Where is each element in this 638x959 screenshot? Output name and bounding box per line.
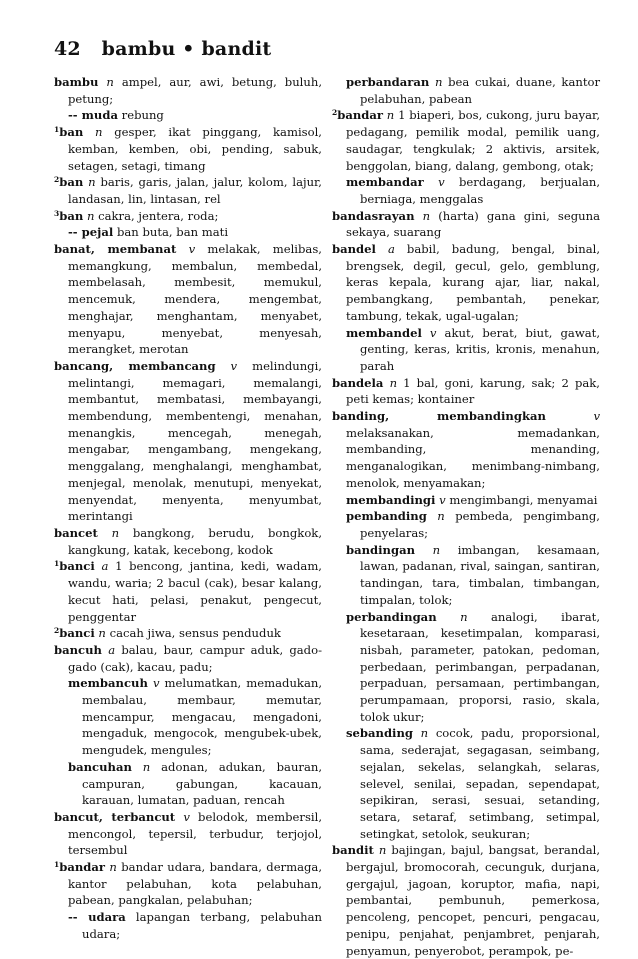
headword: bancuh — [54, 642, 102, 657]
definition: melaksanakan, memadankan, membanding, menanding, menganalogikan, menimbang-nimbang, menolok, menyamakan; — [346, 425, 600, 490]
page-title: bambu • bandit — [101, 38, 272, 60]
definition: cocok, padu, proporsional, sama, sederajat, segagasan, seimbang, sejalan, sekelas, selangkah, selaras, selevel, senilai, sepadan, sependapat, sepikiran, serasi, sesuai, setanding, setara, setaraf, setimbang, setimpal, setingkat, setolok, seukuran; — [360, 726, 601, 841]
definition: bandar udara, bandara, dermaga, kantor pelabuhan, kota pelabuhan, pabean, pangkalan, pelabuhan; — [68, 860, 323, 908]
part-of-speech: n — [98, 626, 106, 641]
definition: melakak, melibas, memangkung, membalun, membedal, membelasah, membesit, memukul, mencemuk, mendera, mengembat, menghajar, menghantam, menyabet, menyapu, menyebat, menyesah, merangket, merotan — [68, 242, 322, 357]
dictionary-entry — [332, 842, 600, 959]
part-of-speech: n — [378, 843, 387, 858]
dictionary-entry — [54, 642, 322, 675]
headword: bancang, membancang — [54, 358, 216, 373]
headword: sebanding — [346, 726, 413, 741]
headword: membandel — [346, 325, 422, 340]
definition: (harta) gana gini, seguna sekaya, suarang — [346, 208, 600, 240]
dictionary-entry — [346, 542, 600, 609]
definition: pembeda, pengimbang, penyelaras; — [360, 509, 600, 540]
dictionary-entry — [346, 508, 600, 541]
homonym-number: 1 — [54, 860, 60, 870]
headword: perbandingan — [346, 609, 437, 624]
headword: bandel — [332, 242, 376, 257]
dictionary-entry — [346, 325, 600, 375]
headword: -- pejal — [68, 225, 114, 240]
part-of-speech: v — [188, 242, 196, 257]
part-of-speech: n — [111, 525, 120, 540]
part-of-speech: v — [438, 175, 445, 190]
part-of-speech: n — [86, 208, 95, 223]
definition: gesper, ikat pinggang, kamisol, kemban, kemben, obi, pending, sabuk, setagen, setagi, timang — [68, 125, 322, 173]
definition: berdagang, berjualan, berniaga, menggalas — [360, 175, 601, 206]
definition: ampel, aur, awi, betung, buluh, petung; — [68, 75, 323, 106]
headword: perbandaran — [346, 75, 430, 89]
dictionary-entry — [332, 208, 600, 241]
definition: imbangan, kesamaan, lawan, padanan, rival, saingan, santiran, tandingan, tara, timbalan, timbangan, timpalan, tolok; — [360, 542, 600, 607]
dictionary-entry — [332, 408, 600, 492]
part-of-speech: n — [95, 125, 103, 140]
definition: 1 bal, goni, karung, sak; 2 pak, peti kemas; kontainer — [346, 375, 600, 407]
headword: bancuhan — [68, 759, 132, 774]
part-of-speech: n — [422, 208, 431, 223]
definition: cakra, jentera, roda; — [98, 208, 219, 223]
headword: bancet — [54, 525, 98, 540]
headword: bandasrayan — [332, 208, 415, 223]
homonym-number: 2 — [54, 175, 60, 185]
headword: pembanding — [346, 509, 427, 524]
dictionary-entry — [332, 241, 600, 325]
part-of-speech: n — [386, 108, 395, 123]
dictionary-entry — [346, 725, 600, 842]
definition: lapangan terbang, pelabuhan udara; — [82, 910, 323, 941]
part-of-speech: n — [434, 75, 443, 89]
dictionary-entry — [54, 625, 322, 642]
headword: membandingi — [346, 492, 436, 507]
headword: bambu — [54, 75, 99, 89]
dictionary-entry — [54, 241, 322, 358]
dictionary-entry — [346, 74, 600, 107]
part-of-speech: n — [88, 175, 96, 190]
headword: banci — [59, 559, 95, 574]
definition: melumatkan, memadukan, membalau, membaur, memutar, mencampur, mengacau, mengadoni, mengaduk, mengocok, mengubek-ubek, mengudek, mengules; — [82, 676, 323, 758]
headword: membancuh — [68, 676, 148, 691]
part-of-speech: n — [437, 509, 445, 524]
dictionary-entry — [54, 809, 322, 859]
homonym-number: 3 — [54, 208, 60, 218]
part-of-speech: n — [420, 726, 429, 741]
definition: balau, baur, campur aduk, gado-gado (cak), kacau, padu; — [68, 642, 323, 674]
part-of-speech: n — [142, 759, 151, 774]
page-number: 42 — [54, 38, 81, 60]
definition: belodok, membersil, mencongol, tepersil, terbudur, terjojol, tersembul — [68, 809, 323, 858]
definition: bangkong, berudu, bongkok, kangkung, katak, kecebong, kodok — [68, 525, 323, 557]
dictionary-entry — [68, 107, 322, 124]
definition: bea cukai, duane, kantor pelabuhan, pabean — [360, 75, 601, 106]
dictionary-entry — [68, 224, 322, 241]
definition: 1 bencong, jantina, kedi, wadam, wandu, waria; 2 bacul (cak), besar kalang, kecut hati, pelasi, penakut, pengecut, penggentar — [68, 559, 322, 624]
part-of-speech: v — [230, 358, 238, 373]
headword: membandar — [346, 175, 424, 190]
headword: bandar — [59, 860, 105, 875]
homonym-number: 1 — [54, 125, 60, 135]
dictionary-entry — [54, 174, 322, 207]
dictionary-entry — [68, 909, 322, 942]
part-of-speech: n — [460, 609, 468, 624]
definition: rebung — [121, 108, 164, 123]
part-of-speech: a — [101, 559, 109, 574]
left-column — [54, 74, 322, 943]
homonym-number: 1 — [54, 559, 60, 569]
headword: ban — [59, 125, 84, 140]
part-of-speech: n — [106, 75, 114, 89]
part-of-speech: a — [108, 642, 116, 657]
page-header — [54, 38, 271, 60]
dictionary-entry — [346, 492, 600, 509]
dictionary-entry — [54, 859, 322, 909]
headword: -- udara — [68, 910, 126, 925]
definition: cacah jiwa, sensus penduduk — [109, 626, 281, 641]
homonym-number: 2 — [54, 626, 60, 636]
headword: banat, membanat — [54, 242, 177, 257]
dictionary-entry — [54, 208, 322, 225]
part-of-speech: n — [389, 375, 398, 390]
dictionary-entry — [346, 609, 600, 726]
part-of-speech: n — [109, 860, 117, 875]
headword: banci — [59, 626, 95, 641]
part-of-speech: n — [432, 542, 441, 557]
dictionary-entry — [54, 558, 322, 625]
dictionary-entry — [346, 174, 600, 207]
headword: -- muda — [68, 108, 118, 123]
homonym-number: 2 — [332, 108, 338, 118]
dictionary-entry — [332, 107, 600, 174]
part-of-speech: v — [183, 809, 190, 824]
definition: 1 biaperi, bos, cukong, juru bayar, pedagang, pemilik modal, pemilik uang, saudagar, tengkulak; 2 aktivis, arsitek, benggolan, biang, dalang, gembong, otak; — [346, 108, 601, 173]
part-of-speech: v — [152, 676, 160, 691]
definition: babil, badung, bengal, binal, brengsek, degil, gecul, gelo, gemblung, keras kepala, kurang ajar, liar, nakal, pembangkang, pembantah, penekar, tambung, tekak, ugal-ugalan; — [346, 242, 601, 323]
headword: bandingan — [346, 542, 416, 557]
definition: baris, garis, jalan, jalur, kolom, lajur, landasan, lin, lintasan, rel — [68, 175, 322, 206]
headword: ban — [59, 175, 84, 190]
dictionary-entry — [68, 675, 322, 759]
definition: ban buta, ban mati — [116, 225, 229, 240]
dictionary-entry — [54, 74, 322, 107]
dictionary-entry — [54, 525, 322, 558]
dictionary-entry — [332, 375, 600, 408]
headword: banding, membandingkan — [332, 409, 546, 424]
right-column — [332, 74, 600, 959]
part-of-speech: v — [439, 492, 446, 507]
definition: adonan, adukan, bauran, campuran, gabungan, kacauan, karauan, lumatan, paduan, rencah — [82, 759, 323, 808]
headword: ban — [59, 208, 84, 223]
dictionary-entry — [54, 124, 322, 174]
dictionary-entry — [54, 358, 322, 525]
headword: bandela — [332, 375, 384, 390]
definition: akut, berat, biut, gawat, genting, keras, kritis, kronis, menahun, parah — [360, 325, 601, 373]
part-of-speech: v — [593, 409, 600, 424]
headword: bandit — [332, 843, 374, 858]
definition: mengimbangi, menyamai — [449, 492, 598, 507]
definition: melindungi, melintangi, memagari, memalangi, membantut, membatasi, membayangi, membendung, membentengi, menahan, menangkis, mencegah, menegah, mengabar, mengambang, mengekang, menggalang, menghalangi, menghambat, menjegal, menolak, menutupi, menyekat, menyendat, menyenta, menyumbat, merintangi — [68, 358, 322, 524]
headword: bancut, terbancut — [54, 809, 176, 824]
dictionary-entry — [68, 759, 322, 809]
definition: bajingan, bajul, bangsat, berandal, bergajul, bromocorah, cecunguk, durjana, gergajul, jagoan, koruptor, mafia, napi, pembantai, pembunuh, pemerkosa, pencoleng, pencopet, pencuri, pengacau, penipu, penjahat, penjambret, penjarah, penyamun, penyerobot, perampok, pe- — [346, 843, 601, 958]
part-of-speech: a — [387, 242, 395, 257]
headword: bandar — [337, 108, 383, 123]
part-of-speech: v — [429, 325, 437, 340]
definition: analogi, ibarat, kesetaraan, kesetimpalan, komparasi, nisbah, parameter, patokan, pedoman, perbedaan, perimbangan, perpadanan, perpaduan, persamaan, pertimbangan, perumpamaan, proporsi, rasio, skala, tolok ukur; — [360, 609, 601, 724]
